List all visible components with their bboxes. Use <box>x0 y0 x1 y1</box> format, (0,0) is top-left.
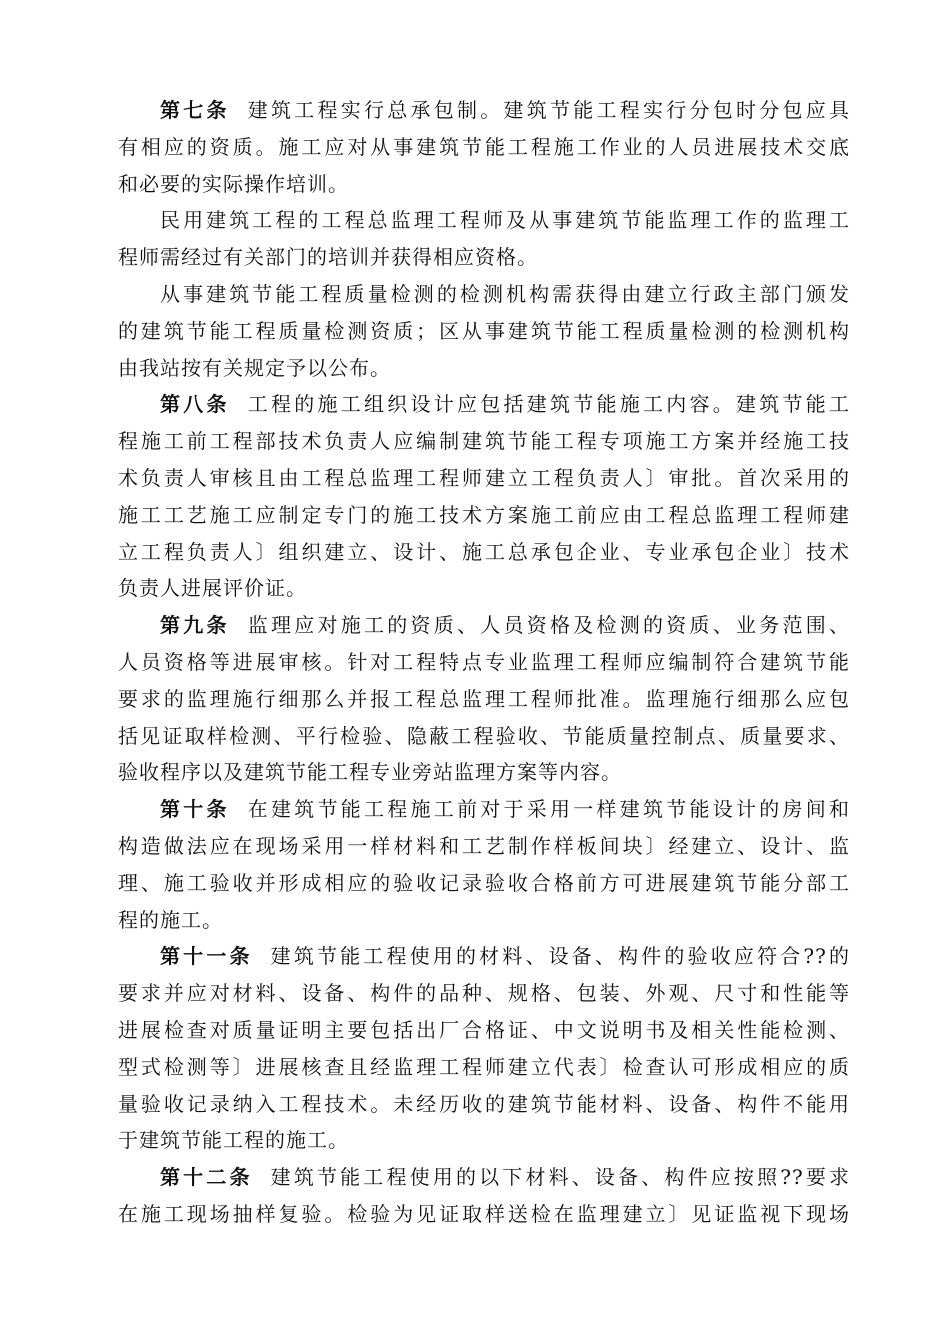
line-text: 的建筑节能工程质量检测资质；区从事建筑节能工程质量检测的检测机构 <box>118 318 850 343</box>
text-line <box>118 1196 850 1233</box>
text-line <box>118 166 850 203</box>
text-line <box>118 350 850 387</box>
line-text: 进展检查对质量证明主要包括出厂合格证、中文说明书及相关性能检测、 <box>118 1017 850 1042</box>
text-line <box>118 1086 850 1123</box>
text-line <box>118 1122 850 1159</box>
document-body <box>118 92 850 1233</box>
line-text: 建筑工程实行总承包制。建筑节能工程实行分包时分包应具 <box>247 98 850 122</box>
text-line <box>118 1012 850 1049</box>
line-text: 括见证取样检测、平行检验、隐蔽工程验收、节能质量控制点、质量要求、 <box>118 723 850 748</box>
text-line <box>118 1049 850 1086</box>
article-heading: 第十条 <box>160 797 230 822</box>
paragraph <box>118 386 850 607</box>
line-text: 人员资格等进展审核。针对工程特点专业监理工程师应编制符合建筑节能 <box>118 649 850 674</box>
line-text: 施工工艺施工应制定专门的施工技术方案施工前应由工程总监理工程师建 <box>118 502 850 527</box>
text-line <box>118 276 850 313</box>
paragraph <box>118 202 850 276</box>
line-text: 验收程序以及建筑节能工程专业旁站监理方案等内容。 <box>118 760 622 785</box>
line-text: 工程的施工组织设计应包括建筑节能施工内容。建筑节能工 <box>247 392 850 417</box>
line-text: 构造做法应在现场采用一样材料和工艺制作样板间块〕经建立、设计、监 <box>118 833 850 858</box>
paragraph <box>118 791 850 938</box>
text-line <box>118 938 850 975</box>
line-text: 要求并应对材料、设备、构件的品种、规格、包装、外观、尺寸和性能等 <box>118 981 850 1006</box>
text-line <box>118 754 850 791</box>
line-text: 监理应对施工的资质、人员资格及检测的资质、业务范围、 <box>247 613 850 638</box>
text-line <box>118 570 850 607</box>
line-text: 量验收记录纳入工程技术。未经历收的建筑节能材料、设备、构件不能用 <box>118 1091 850 1116</box>
article-heading: 第八条 <box>160 392 230 417</box>
article-heading: 第十一条 <box>160 944 253 969</box>
paragraph <box>118 938 850 1159</box>
line-text: 建筑节能工程使用的材料、设备、构件的验收应符合??的 <box>270 944 850 969</box>
paragraph <box>118 92 850 202</box>
text-line <box>118 828 850 865</box>
line-text: 要求的监理施行细那么并报工程总监理工程师批准。监理施行细那么应包 <box>118 686 850 711</box>
text-line <box>118 129 850 166</box>
text-line <box>118 791 850 828</box>
text-line <box>118 607 850 644</box>
text-line <box>118 460 850 497</box>
paragraph <box>118 276 850 386</box>
text-line <box>118 92 850 129</box>
line-text: 负责人进展评价证。 <box>118 576 307 601</box>
text-line <box>118 497 850 534</box>
line-text: 由我站按有关规定予以公布。 <box>118 355 391 380</box>
text-line <box>118 975 850 1012</box>
text-line <box>118 1159 850 1196</box>
line-text: 在施工现场抽样复验。检验为见证取样送检在监理建立〕见证监视下现场 <box>118 1201 850 1226</box>
line-text: 型式检测等〕进展核查且经监理工程师建立代表〕检查认可形成相应的质 <box>118 1054 850 1079</box>
paragraph <box>118 607 850 791</box>
text-line <box>118 386 850 423</box>
text-line <box>118 644 850 681</box>
text-line <box>118 718 850 755</box>
text-line <box>118 423 850 460</box>
paragraph <box>118 1159 850 1233</box>
line-text: 从事建筑节能工程质量检测的检测机构需获得由建立行政主部门颁发 <box>160 281 850 306</box>
line-text: 程施工前工程部技术负责人应编制建筑节能工程专项施工方案并经施工技 <box>118 429 850 454</box>
text-line <box>118 681 850 718</box>
line-text: 程的施工。 <box>118 907 223 932</box>
text-line <box>118 202 850 239</box>
article-heading: 第九条 <box>160 613 230 638</box>
line-text: 在建筑节能工程施工前对于采用一样建筑节能设计的房间和 <box>247 797 850 822</box>
text-line <box>118 239 850 276</box>
line-text: 程师需经过有关部门的培训并获得相应资格。 <box>118 245 538 270</box>
line-text: 和必要的实际操作培训。 <box>118 171 349 196</box>
line-text: 民用建筑工程的工程总监理工程师及从事建筑节能监理工作的监理工 <box>160 208 850 233</box>
text-line <box>118 902 850 939</box>
text-line <box>118 313 850 350</box>
line-text: 建筑节能工程使用的以下材料、设备、构件应按照??要求 <box>270 1165 850 1190</box>
article-heading: 第十二条 <box>160 1165 253 1190</box>
line-text: 理、施工验收并形成相应的验收记录验收合格前方可进展建筑节能分部工 <box>118 870 850 895</box>
article-heading: 第七条 <box>160 98 230 122</box>
line-text: 有相应的资质。施工应对从事建筑节能工程施工作业的人员进展技术交底 <box>118 134 850 159</box>
text-line <box>118 534 850 571</box>
line-text: 于建筑节能工程的施工。 <box>118 1128 349 1153</box>
line-text: 立工程负责人〕组织建立、设计、施工总承包企业、专业承包企业〕技术 <box>118 539 850 564</box>
line-text: 术负责人审核且由工程总监理工程师建立工程负责人〕审批。首次采用的 <box>118 465 850 490</box>
text-line <box>118 865 850 902</box>
